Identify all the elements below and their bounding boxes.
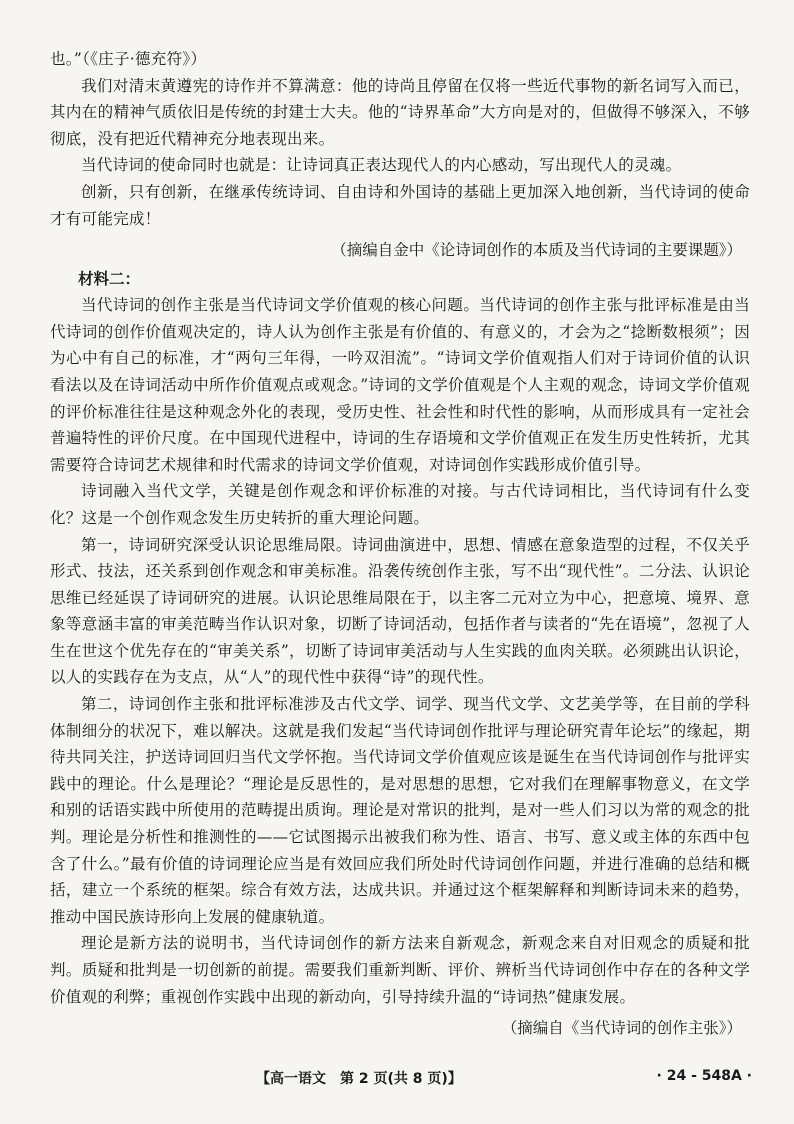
source-citation-2: （摘编自《当代诗词的创作主张》） xyxy=(501,1019,742,1038)
page-number-label: 【高一语文 第 2 页(共 8 页)】 xyxy=(256,1071,462,1087)
paragraph-integration: 诗词融入当代文学，关键是创作观念和评价标准的对接。与古代诗词相比，当代诗词有什么变化？这是一个创作观念发生历史转折的重大理论问题。 xyxy=(50,482,750,527)
paragraph-theory-method: 理论是新方法的说明书，当代诗词创作的新方法来自新观念，新观念来自对旧观念的质疑和批判。质疑和批判是一切创新的前提。需要我们重新判断、评价、辨析当代诗词创作中存在的各种文学价值观的利弊；重视创作实践中出现的新动向，引导持续升温的“诗词热”健康发展。 xyxy=(50,934,750,1006)
paragraph-creative-proposition: 当代诗词的创作主张是当代诗词文学价值观的核心问题。当代诗词的创作主张与批评标准是由当代诗词的创作价值观决定的，诗人认为创作主张是有价值的、有意义的，才会为之“捻断数根须”；因为心中有自己的标准，才“两句三年得，一吟双泪流”。“诗词文学价值观指人们对于诗词价值的认识看法以及在诗词活动中所作价值观点或观念。”诗词的文学价值观是个人主观的观念，诗词文学价值观的评价标准往往是这种观念外化的表现，受历史性、社会性和时代性的影响，从而形成具有一定社会普遍特性的评价尺度。在中国现代进程中，诗词的生存语境和文学价值观正在发生历史性转折，尤其需要符合诗词艺术规律和时代需求的诗词文学价值观，对诗词创作实践形成价值引导。 xyxy=(50,296,750,474)
paragraph-huang-zunxian: 我们对清末黄遵宪的诗作并不算满意：他的诗尚且停留在仅将一些近代事物的新名词写入而已，其内在的精神气质依旧是传统的封建士大夫。他的“诗界革命”大方向是对的，但做得不够深入，不够彻底，没有把近代精神充分地表现出来。 xyxy=(50,76,750,148)
paragraph-mission: 当代诗词的使命同时也就是：让诗词真正表达现代人的内心感动，写出现代人的灵魂。 xyxy=(81,156,682,175)
paragraph-innovation: 创新，只有创新，在继承传统诗词、自由诗和外国诗的基础上更加深入地创新，当代诗词的使命才有可能完成！ xyxy=(50,182,750,228)
material-two-heading: 材料二： xyxy=(78,270,141,289)
page-footer xyxy=(0,1068,794,1092)
paragraph-first-point: 第一，诗词研究深受认识论思维局限。诗词曲演进中，思想、情感在意象造型的过程，不仅关乎形式、技法，还关系到创作观念和审美标准。沿袭传统创作主张，写不出“现代性”。二分法、认识论思维已经延误了诗词研究的进展。认识论思维局限在于，以主客二元对立为中心，把意境、境界、意象等意涵丰富的审美范畴当作认识对象，切断了诗词活动，包括作者与读者的“先在语境”，忽视了人生在世这个优先存在的“审美关系”，切断了诗词审美活动与人生实践的血肉关联。必须跳出认识论，以人的实践存在为支点，从“人”的现代性中获得“诗”的现代性。 xyxy=(50,535,750,687)
exam-code: · 24 - 548A · xyxy=(656,1068,752,1084)
source-citation-1: （摘编自金中《论诗词创作的本质及当代诗词的主要课题》） xyxy=(331,241,742,260)
paragraph-quote-ending: 也。”（《庄子·德充符》） xyxy=(50,50,207,68)
paragraph-second-point: 第二，诗词创作主张和批评标准涉及古代文学、词学、现当代文学、文艺美学等，在目前的学科体制细分的状况下，难以解决。这就是我们发起“当代诗词创作批评与理论研究青年论坛”的缘起，期待共同关注，护送诗词回归当代文学怀抱。当代诗词文学价值观应该是诞生在当代诗词创作与批评实践中的理论。什么是理论？“理论是反思性的，是对思想的思想，它对我们在理解事物意义，在文学和别的话语实践中所使用的范畴提出质询。理论是对常识的批判，是对一些人们习以为常的观念的批判。理论是分析性和推测性的——它试图揭示出被我们称为性、语言、书写、意义或主体的东西中包含了什么。”最有价值的诗词理论应当是有效回应我们所处时代诗词创作问题，并进行准确的总结和概括，建立一个系统的框架。综合有效方法，达成共识。并通过这个框架解释和判断诗词未来的趋势，推动中国民族诗形向上发展的健康轨道。 xyxy=(50,695,750,926)
